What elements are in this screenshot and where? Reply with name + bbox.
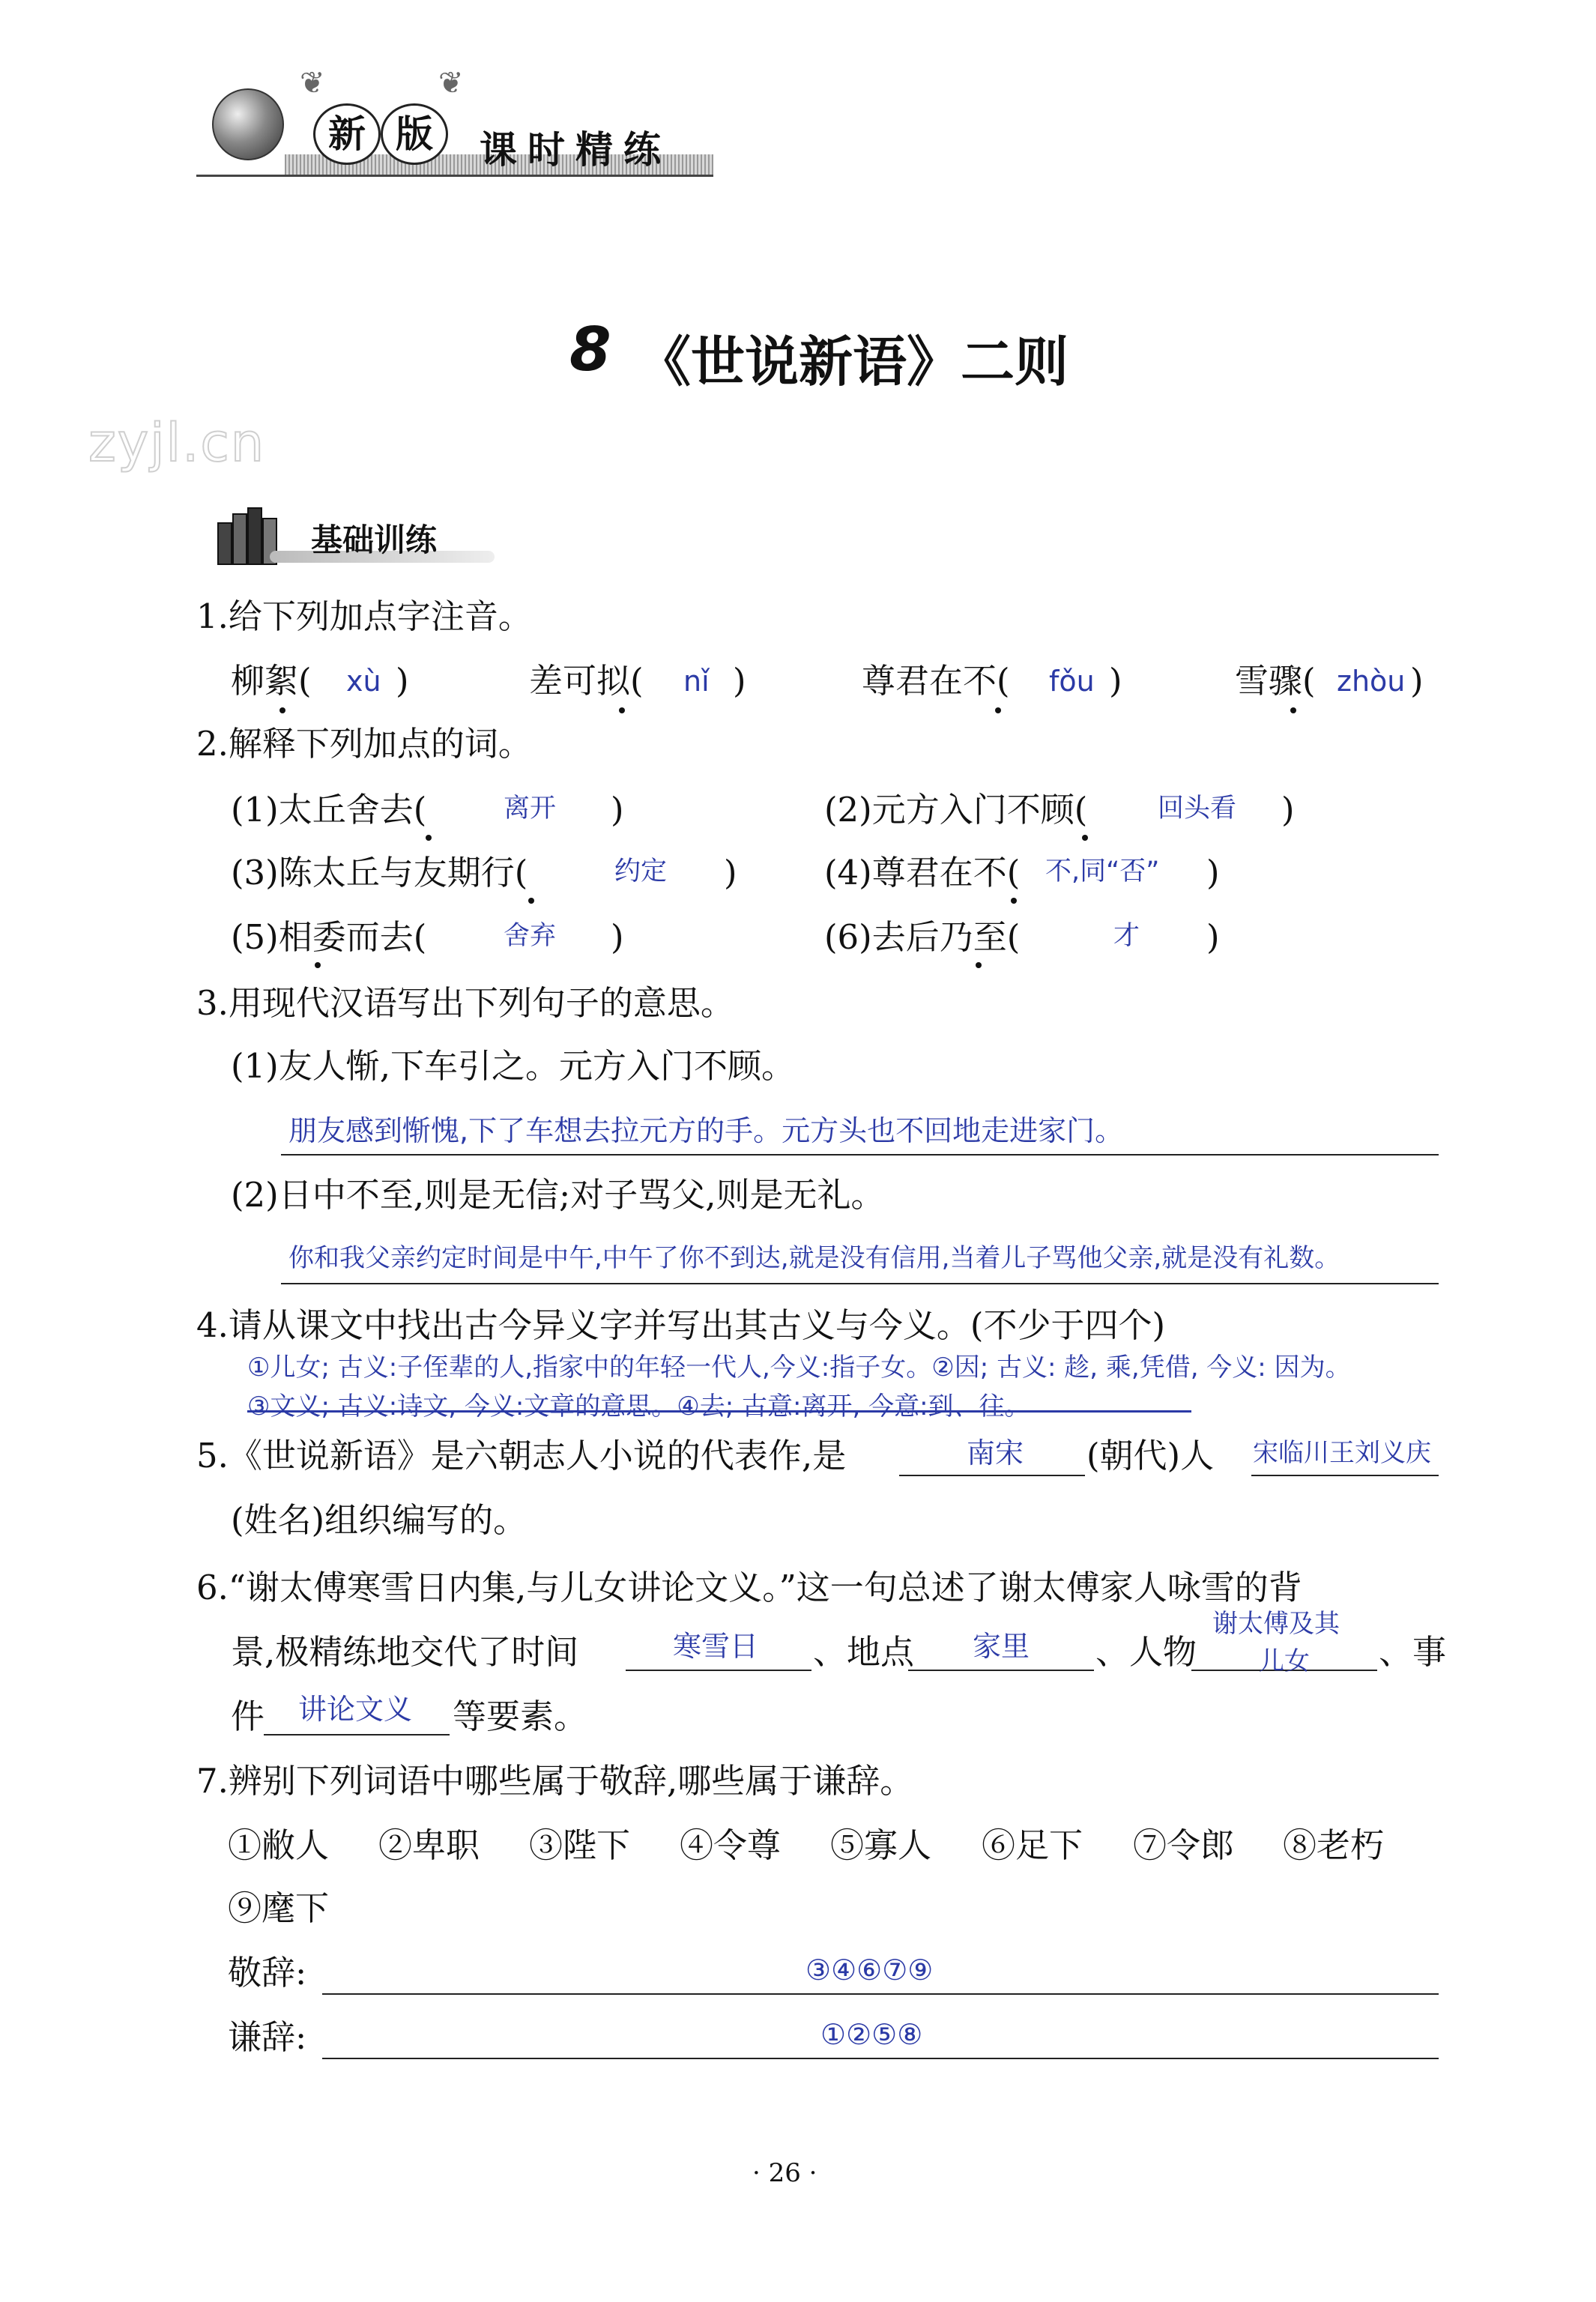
- q1-answer-4: zhòu: [1337, 665, 1406, 698]
- q1-close-3: ): [1109, 661, 1122, 701]
- q1-answer-2: nǐ: [683, 665, 710, 698]
- q1-answer-1: xù: [346, 665, 381, 698]
- q3-answer-1: 朋友感到惭愧,下了车想去拉元方的手。元方头也不回地走进家门。: [288, 1114, 1124, 1147]
- q1-close-1: ): [396, 661, 409, 701]
- header-rule: [196, 175, 713, 177]
- q2-answer-4: 不,同“否”: [1045, 857, 1160, 886]
- q2-item-1: (1)太丘舍去(: [231, 790, 427, 830]
- q1-answer-3: fǒu: [1049, 665, 1095, 698]
- q5-prompt-c: (姓名)组织编写的。: [231, 1500, 528, 1540]
- q5-answer-person: 宋临川王刘义庆: [1253, 1438, 1431, 1468]
- answer-line: [281, 1283, 1439, 1284]
- q1-word-3: 尊君在不(: [862, 661, 1010, 701]
- q6-answer-people-1: 谢太傅及其: [1212, 1609, 1340, 1639]
- answer-line: [322, 2058, 1439, 2059]
- lesson-title: 《世说新语》二则: [637, 330, 1069, 393]
- leaf-icon: ❦: [300, 66, 325, 100]
- q4-prompt: 4.请从课文中找出古今异义字并写出其古义与今义。(不少于四个): [196, 1305, 1166, 1345]
- q3-answer-2: 你和我父亲约定时间是中午,中午了你不到达,就是没有信用,当着儿子骂他父亲,就是没有礼数。: [288, 1243, 1340, 1273]
- answer-line: [908, 1670, 1094, 1671]
- q7-word-1: ①敝人: [228, 1825, 330, 1865]
- watermark: zyjl.cn: [88, 412, 266, 474]
- header-title: 课时精练: [480, 128, 671, 172]
- emphasis-dot: [976, 962, 982, 968]
- q2-item-2: (2)元方入门不顾(: [824, 790, 1088, 830]
- q2-item-4: (4)尊君在不(: [824, 853, 1021, 892]
- q7-word-9: ⑨麾下: [228, 1888, 330, 1928]
- q6-line-3b: 等要素。: [453, 1697, 588, 1736]
- q7-word-5: ⑤寡人: [830, 1825, 932, 1865]
- leaf-icon: ❦: [438, 66, 464, 100]
- q6-answer-event: 讲论文义: [298, 1693, 413, 1726]
- lesson-number: 8: [569, 315, 611, 384]
- q6-line-3a: 件: [231, 1697, 265, 1736]
- q1-word-4: 雪骤(: [1235, 661, 1316, 701]
- answer-line: [626, 1670, 811, 1671]
- q2-close-5: ): [611, 917, 624, 957]
- emphasis-dot: [1082, 835, 1088, 841]
- globe-icon: [212, 88, 284, 160]
- emphasis-dot: [1290, 707, 1296, 713]
- answer-line: [281, 1154, 1439, 1155]
- answer-line: [322, 1993, 1439, 1995]
- emphasis-dot: [1011, 898, 1017, 904]
- q2-close-4: ): [1206, 853, 1220, 892]
- q3-prompt: 3.用现代汉语写出下列句子的意思。: [196, 983, 734, 1023]
- q5-answer-dynasty: 南宋: [967, 1437, 1024, 1469]
- q2-answer-1: 离开: [504, 794, 557, 824]
- q3-sentence-2: (2)日中不至,则是无信;对子骂父,则是无礼。: [231, 1175, 885, 1215]
- page-number: · 26 ·: [752, 2158, 817, 2188]
- q7-word-8: ⑧老朽: [1283, 1825, 1385, 1865]
- q2-answer-5: 舍弃: [504, 921, 557, 951]
- q7-word-4: ④令尊: [680, 1825, 782, 1865]
- q6-line-1: 6.“谢太傅寒雪日内集,与儿女讲论文义。”这一句总述了谢太傅家人咏雪的背: [196, 1568, 1302, 1607]
- q1-close-4: ): [1410, 661, 1424, 701]
- q3-sentence-1: (1)友人惭,下车引之。元方入门不顾。: [231, 1046, 796, 1086]
- q7-prompt: 7.辨别下列词语中哪些属于敬辞,哪些属于谦辞。: [196, 1761, 914, 1801]
- q6-line-2d: 、事: [1379, 1632, 1447, 1672]
- answer-line: [899, 1475, 1085, 1476]
- emphasis-dot: [995, 707, 1001, 713]
- answer-line: [264, 1734, 450, 1735]
- header-badge-new: 新: [313, 103, 381, 165]
- q6-line-2b: 、地点: [813, 1632, 915, 1672]
- q5-prompt-b: (朝代)人: [1086, 1436, 1215, 1475]
- q6-answer-people-2: 儿女: [1259, 1646, 1310, 1676]
- q5-prompt-a: 5.《世说新语》是六朝志人小说的代表作,是: [196, 1436, 847, 1475]
- q2-item-6: (6)去后乃至(: [824, 917, 1021, 957]
- q7-humble-label: 谦辞:: [228, 2017, 307, 2057]
- q7-word-3: ③陛下: [529, 1825, 631, 1865]
- q7-word-7: ⑦令郎: [1133, 1825, 1235, 1865]
- q2-close-3: ): [724, 853, 737, 892]
- q7-word-6: ⑥足下: [982, 1825, 1083, 1865]
- q7-respect-label: 敬辞:: [228, 1953, 307, 1993]
- q6-line-2c: 、人物: [1095, 1632, 1197, 1672]
- q1-word-1: 柳絮(: [231, 661, 312, 701]
- q2-prompt: 2.解释下列加点的词。: [196, 724, 532, 764]
- q4-answer-1: ①儿女; 古义:子侄辈的人,指家中的年轻一代人,今义:指子女。②因; 古义: 趁, 乘,凭借, 今义: 因为。: [247, 1353, 1351, 1383]
- emphasis-dot: [528, 898, 534, 904]
- q2-close-1: ): [611, 790, 624, 830]
- q4-answer-2: ③文义; 古义:诗文, 今义:文章的意思。④去; 古意:离开, 今意:到、往。: [247, 1392, 1030, 1422]
- q7-respect-answer: ③④⑥⑦⑨: [805, 1954, 934, 1987]
- emphasis-dot: [619, 707, 625, 713]
- q1-close-2: ): [733, 661, 746, 701]
- q6-answer-time: 寒雪日: [673, 1630, 759, 1663]
- q7-word-2: ②卑职: [378, 1825, 480, 1865]
- emphasis-dot: [279, 707, 285, 713]
- strike-line: [247, 1410, 1191, 1413]
- q2-answer-3: 约定: [614, 857, 668, 886]
- q2-answer-6: 才: [1113, 921, 1140, 951]
- q2-item-5: (5)相委而去(: [231, 917, 427, 957]
- emphasis-dot: [315, 962, 321, 968]
- q6-line-2a: 景,极精练地交代了时间: [231, 1632, 579, 1672]
- q2-close-2: ): [1281, 790, 1295, 830]
- q6-answer-place: 家里: [973, 1630, 1030, 1663]
- section-title: 基础训练: [311, 522, 438, 558]
- q7-humble-answer: ①②⑤⑧: [820, 2018, 923, 2051]
- q1-prompt: 1.给下列加点字注音。: [196, 596, 532, 636]
- q2-item-3: (3)陈太丘与友期行(: [231, 853, 528, 892]
- q1-word-2: 差可拟(: [529, 661, 644, 701]
- q2-answer-2: 回头看: [1158, 794, 1237, 824]
- q2-close-6: ): [1206, 917, 1220, 957]
- answer-line: [1251, 1475, 1439, 1476]
- emphasis-dot: [426, 835, 432, 841]
- header-badge-edition: 版: [381, 103, 448, 165]
